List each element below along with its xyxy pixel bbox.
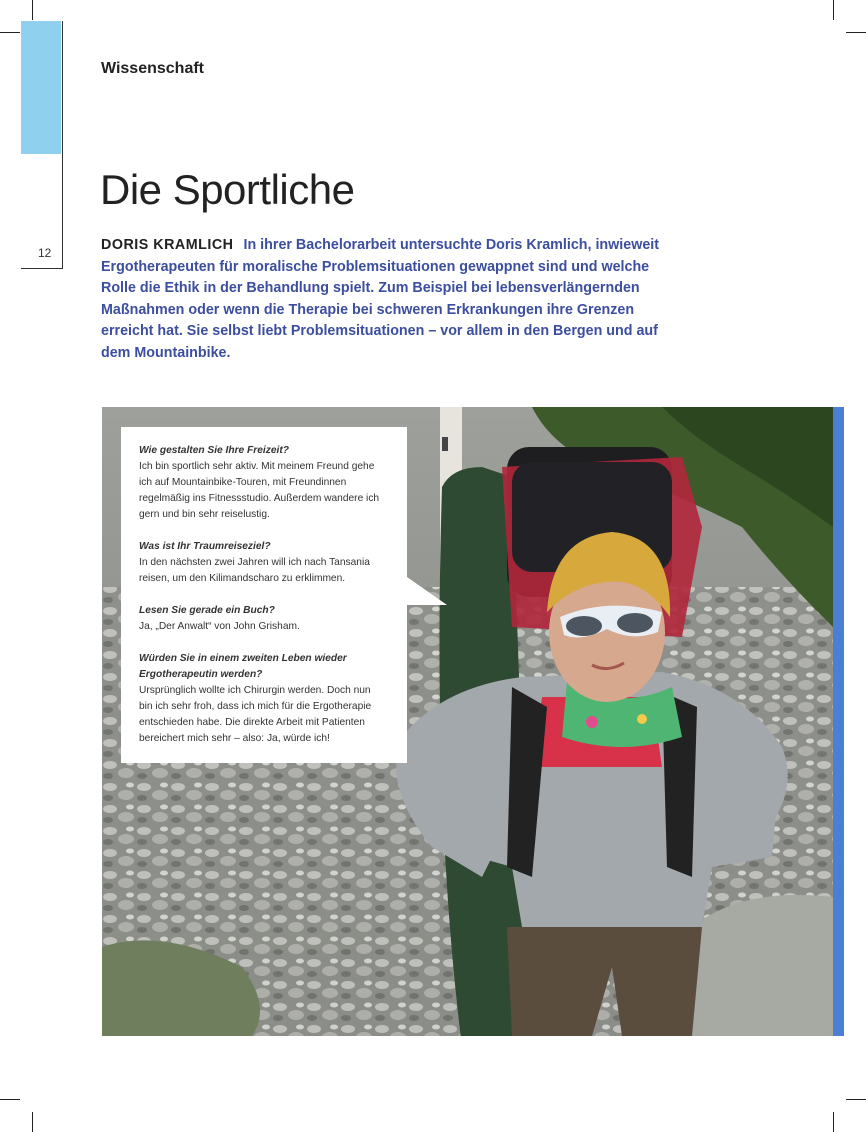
lead-text: In ihrer Bachelorarbeit untersuchte Doris Kramlich, inwieweit Ergotherapeuten für moralische Problemsituationen gewappnet sind und welche Rolle die Ethik in der Behandlung spielt. Zum Beispiel bei lebensverlängernden Maßnahmen oder wenn die Therapie bei schweren Erkrankungen ihre Grenzen erreicht hat. Sie selbst liebt Problemsituationen – vor allem in den Bergen und auf dem Mountainbike. [101,237,660,361]
crop-mark [833,1112,834,1132]
section-color-tab [21,21,61,154]
crop-mark [0,1099,20,1100]
interview-item [139,651,387,747]
interview-question: Würden Sie in einem zweiten Leben wieder Ergotherapeutin werden? [139,653,347,680]
interview-item [139,539,387,587]
interview-question: Lesen Sie gerade ein Buch? [139,605,275,616]
crop-mark [846,1099,866,1100]
interview-box [121,427,407,763]
crop-mark [32,0,33,20]
page-number-rule [21,268,63,269]
interview-answer: Ja, „Der Anwalt“ von John Grisham. [139,621,300,632]
author-name: DORIS KRAMLICH [101,237,234,253]
crop-mark [32,1112,33,1132]
crop-mark [0,32,20,33]
callout-notch [407,577,447,605]
interview-question: Wie gestalten Sie Ihre Freizeit? [139,445,289,456]
interview-item [139,443,387,523]
page-number: 12 [38,246,52,260]
interview-answer: Ursprünglich wollte ich Chirurgin werden. Doch nun bin ich sehr froh, dass ich mich für die Ergotherapie entschieden habe. Die direkte Arbeit mit Patienten bereichert mich sehr – also: Ja, würde ich! [139,685,372,744]
photo-accent-bar [833,407,844,1036]
margin-rule [62,21,63,269]
interview-answer: Ich bin sportlich sehr aktiv. Mit meinem Freund gehe ich auf Mountainbike-Touren, mit Freundinnen regelmäßig ins Fitnessstudio. Außerdem wandere ich gern und bin sehr reiselustig. [139,461,380,520]
interview-question: Was ist Ihr Traumreiseziel? [139,541,271,552]
section-label: Wissenschaft [101,60,204,77]
article-lead [101,235,676,364]
interview-answer: In den nächsten zwei Jahren will ich nach Tansania reisen, um den Kilimandscharo zu erklimmen. [139,557,370,584]
crop-mark [833,0,834,20]
article-title: Die Sportliche [100,166,355,213]
interview-item [139,603,387,635]
crop-mark [846,32,866,33]
